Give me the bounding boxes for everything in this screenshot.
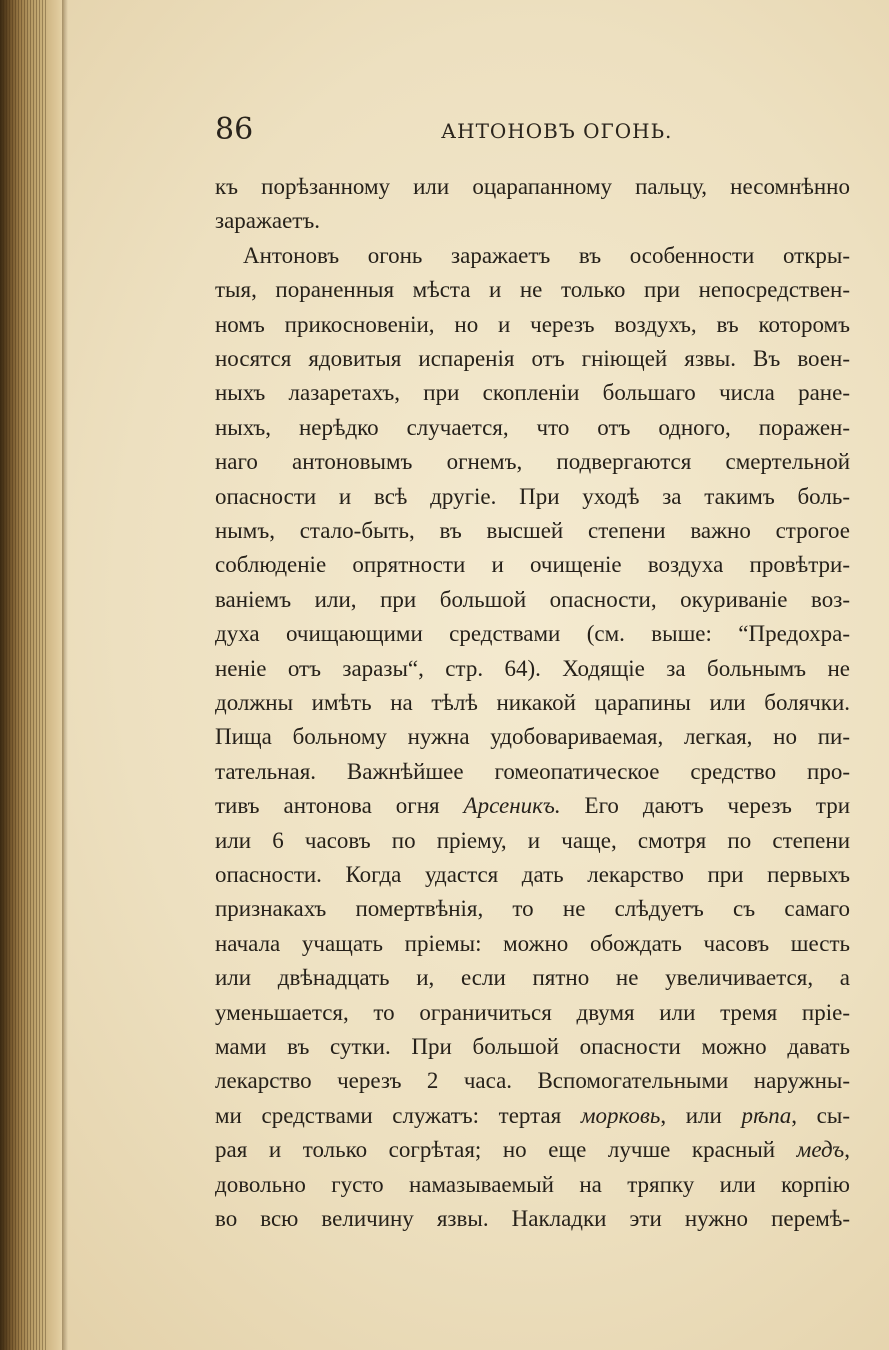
text-line bbox=[215, 308, 850, 342]
text-segment: , или bbox=[660, 1103, 742, 1128]
text-line bbox=[215, 1202, 850, 1236]
text-segment: лекарство черезъ 2 часа. Вспомогательными наружны- bbox=[215, 1068, 850, 1093]
text-line bbox=[215, 1099, 850, 1133]
text-segment: номъ прикосновеніи, но и черезъ воздухъ, въ которомъ bbox=[215, 312, 850, 337]
text-segment: или 6 часовъ по пріему, и чаще, смотря по степени bbox=[215, 828, 850, 853]
text-line bbox=[215, 927, 850, 961]
text-line bbox=[215, 1168, 850, 1202]
text-segment: заражаетъ. bbox=[215, 208, 321, 233]
text-line bbox=[215, 273, 850, 307]
text-segment: нымъ, стало-быть, въ высшей степени важно строгое bbox=[215, 518, 850, 543]
text-line bbox=[215, 342, 850, 376]
text-line bbox=[215, 548, 850, 582]
text-segment: неніе отъ заразы“, стр. 64). Ходящіе за больнымъ не bbox=[215, 656, 850, 681]
page-header bbox=[215, 108, 875, 156]
text-segment: носятся ядовитыя испаренія отъ гніющей язвы. Въ воен- bbox=[215, 346, 850, 371]
page-gutter-shadow bbox=[62, 0, 68, 1350]
text-segment: , сы- bbox=[791, 1103, 850, 1128]
text-segment: духа очищающими средствами (см. выше: “Предохра- bbox=[215, 621, 850, 646]
text-segment: рая и только согрѣтая; но еще лучше красный bbox=[215, 1137, 797, 1162]
text-segment: тыя, пораненныя мѣста и не только при непосредствен- bbox=[215, 277, 850, 302]
italic-text: медъ bbox=[796, 1137, 845, 1162]
text-line bbox=[215, 170, 850, 204]
text-segment: тивъ антонова огня bbox=[215, 793, 464, 818]
text-segment: ныхъ лазаретахъ, при скопленіи большаго числа ране- bbox=[215, 380, 850, 405]
text-segment: опасности и всѣ другіе. При уходѣ за такимъ боль- bbox=[215, 484, 850, 509]
text-segment: признакахъ помертвѣнія, то не слѣдуетъ съ самаго bbox=[215, 896, 850, 921]
text-segment: мами въ сутки. При большой опасности можно давать bbox=[215, 1034, 850, 1059]
italic-text: Арсеникъ. bbox=[463, 793, 561, 818]
text-segment: начала учащать пріемы: можно обождать часовъ шесть bbox=[215, 931, 850, 956]
text-line bbox=[215, 617, 850, 651]
text-line bbox=[215, 1064, 850, 1098]
text-line bbox=[243, 239, 850, 273]
text-line bbox=[215, 789, 850, 823]
text-segment: уменьшается, то ограничиться двумя или тремя пріе- bbox=[215, 1000, 850, 1025]
text-line bbox=[215, 204, 850, 238]
text-line bbox=[215, 961, 850, 995]
text-segment: ми средствами служатъ: тертая bbox=[215, 1103, 581, 1128]
text-line bbox=[215, 858, 850, 892]
italic-text: морковь bbox=[580, 1103, 661, 1128]
page-stack-edges bbox=[0, 0, 46, 1350]
text-segment: ваніемъ или, при большой опасности, окуриваніе воз- bbox=[215, 587, 850, 612]
text-line bbox=[215, 514, 850, 548]
text-line bbox=[215, 445, 850, 479]
text-segment: или двѣнадцать и, если пятно не увеличивается, а bbox=[215, 965, 850, 990]
text-line bbox=[215, 1133, 850, 1167]
text-segment: ныхъ, нерѣдко случается, что отъ одного, поражен- bbox=[215, 415, 850, 440]
text-segment: Антоновъ огонь заражаетъ въ особенности откры- bbox=[243, 243, 850, 268]
text-segment: , bbox=[844, 1137, 850, 1162]
text-segment: тательная. Важнѣйшее гомеопатическое средство про- bbox=[215, 759, 850, 784]
text-segment: Пища больному нужна удобовариваемая, легкая, но пи- bbox=[215, 724, 850, 749]
running-title: АНТОНОВЪ ОГОНЬ. bbox=[441, 119, 673, 143]
text-line bbox=[215, 480, 850, 514]
text-line bbox=[215, 686, 850, 720]
text-segment: къ порѣзанному или оцарапанному пальцу, несомнѣнно bbox=[215, 174, 850, 199]
text-segment: наго антоновымъ огнемъ, подвергаются смертельной bbox=[215, 449, 850, 474]
text-segment: должны имѣть на тѣлѣ никакой царапины или болячки. bbox=[215, 690, 850, 715]
text-line bbox=[215, 996, 850, 1030]
italic-text: рѣпа bbox=[741, 1103, 792, 1128]
text-line bbox=[215, 376, 850, 410]
text-line bbox=[215, 411, 850, 445]
text-line bbox=[215, 755, 850, 789]
text-line bbox=[215, 1030, 850, 1064]
page-number: 86 bbox=[215, 112, 254, 147]
text-segment: опасности. Когда удастся дать лекарство при первыхъ bbox=[215, 862, 850, 887]
text-line bbox=[215, 892, 850, 926]
text-segment: соблюденіе опрятности и очищеніе воздуха провѣтри- bbox=[215, 552, 850, 577]
text-segment: во всю величину язвы. Накладки эти нужно перемѣ- bbox=[215, 1206, 850, 1231]
text-segment: Его даютъ черезъ три bbox=[560, 793, 850, 818]
text-line bbox=[215, 824, 850, 858]
text-segment: довольно густо намазываемый на тряпку или корпію bbox=[215, 1172, 850, 1197]
text-line bbox=[215, 720, 850, 754]
text-line bbox=[215, 583, 850, 617]
text-line bbox=[215, 652, 850, 686]
